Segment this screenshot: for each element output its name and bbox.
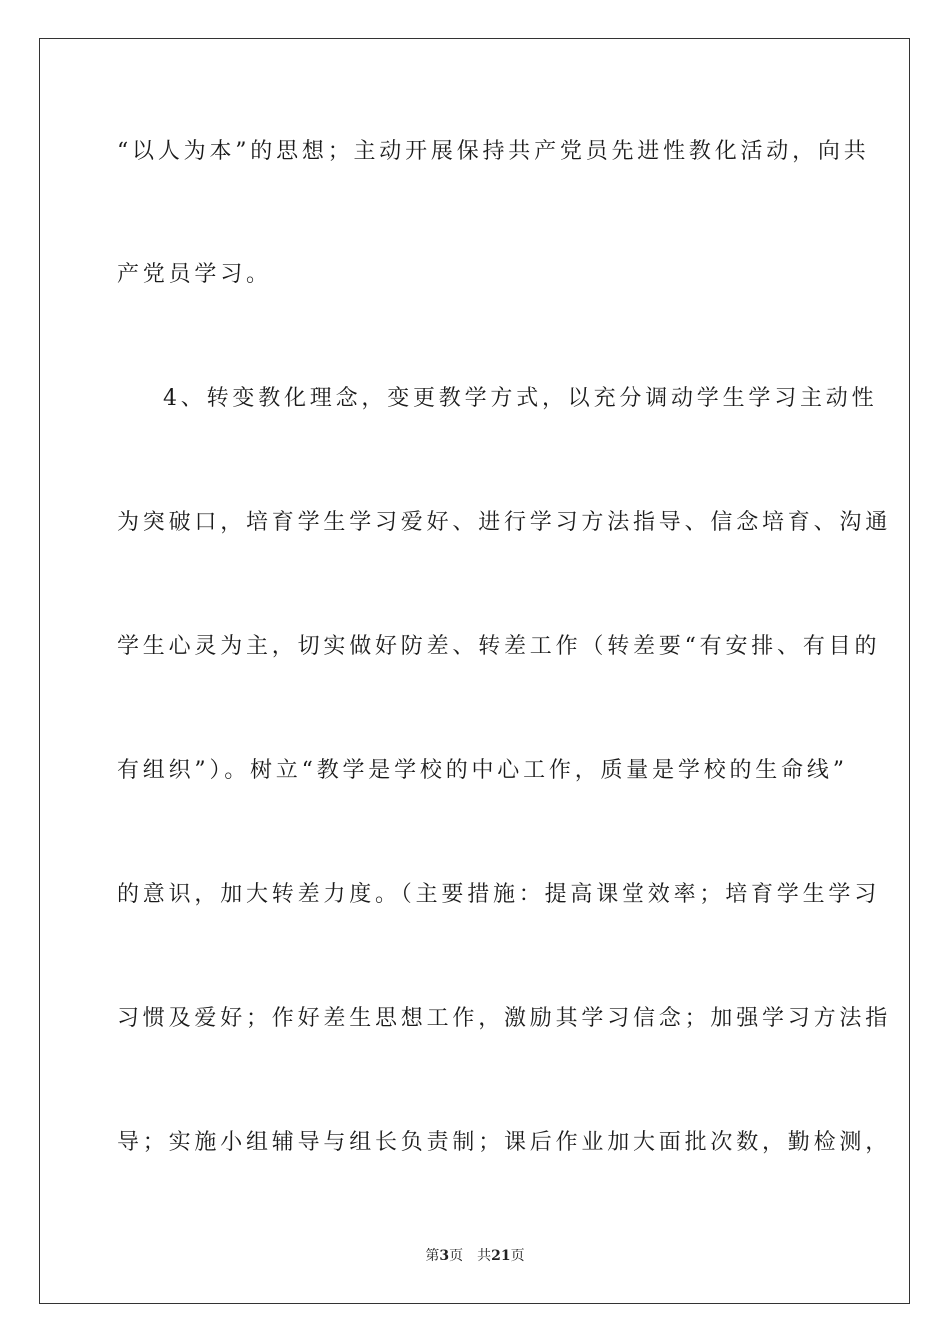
body-line-7: 的意识，加大转差力度。（主要措施：提高课堂效率；培育学生学习 [117, 882, 881, 907]
body-line-1: “以人为本”的思想；主动开展保持共产党员先进性教化活动，向共 [117, 139, 870, 164]
footer-page-prefix: 第 [425, 1248, 440, 1264]
footer-page-suffix: 页 [449, 1248, 464, 1264]
body-line-2: 产党员学习。 [117, 262, 272, 287]
body-line-9: 导；实施小组辅导与组长负责制；课后作业加大面批次数，勤检测， [117, 1130, 892, 1155]
body-line-8: 习惯及爱好；作好差生思想工作，激励其学习信念；加强学习方法指 [117, 1006, 892, 1031]
body-line-5: 学生心灵为主，切实做好防差、转差工作（转差要“有安排、有目的 [117, 634, 881, 659]
body-line-3: 4、转变教化理念，变更教学方式，以充分调动学生学习主动性 [163, 386, 878, 411]
body-line-4: 为突破口，培育学生学习爱好、进行学习方法指导、信念培育、沟通 [117, 510, 892, 535]
page-footer [0, 1247, 950, 1265]
footer-page-total: 21 [491, 1248, 511, 1264]
body-line-6: 有组织”）。树立“教学是学校的中心工作，质量是学校的生命线” [117, 758, 848, 783]
page-frame [39, 38, 910, 1304]
footer-total-suffix: 页 [510, 1248, 525, 1264]
footer-total-prefix: 共 [477, 1248, 492, 1264]
footer-page-current: 3 [439, 1248, 450, 1264]
